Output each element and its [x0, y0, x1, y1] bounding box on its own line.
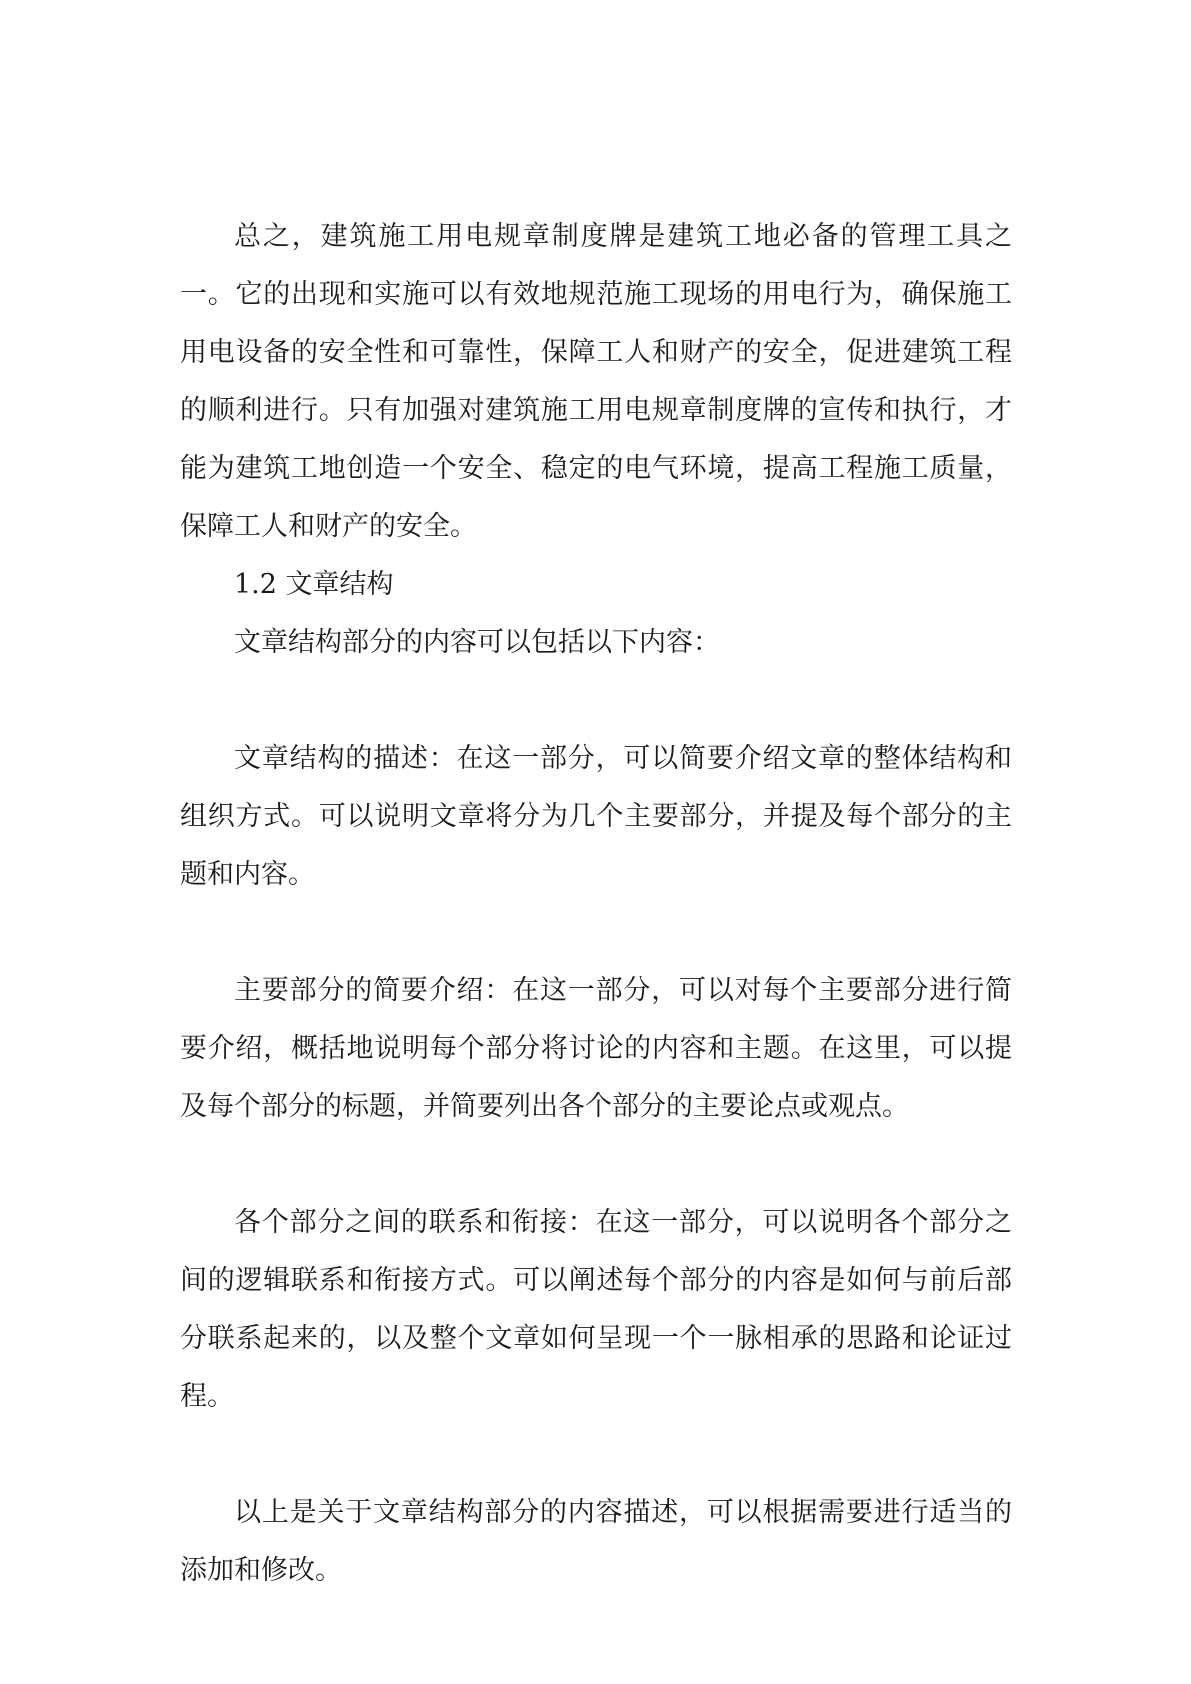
intro-paragraph: 文章结构部分的内容可以包括以下内容：: [234, 627, 720, 658]
item-structure-description: 文章结构的描述：在这一部分，可以简要介绍文章的整体结构和组织方式。可以说明文章将分为几个主要部分，并提及每个部分的主题和内容。: [180, 743, 1012, 890]
item-main-parts-intro: 主要部分的简要介绍：在这一部分，可以对每个主要部分进行简要介绍，概括地说明每个部分将讨论的内容和主题。在这里，可以提及每个部分的标题，并简要列出各个部分的主要论点或观点。: [180, 975, 1012, 1122]
closing-paragraph: 以上是关于文章结构部分的内容描述，可以根据需要进行适当的添加和修改。: [180, 1497, 1012, 1586]
paragraph-spacer: [180, 904, 1012, 962]
paragraph-spacer: [180, 672, 1012, 730]
paragraph-spacer: [180, 1136, 1012, 1194]
summary-paragraph: 总之，建筑施工用电规章制度牌是建筑工地必备的管理工具之一。它的出现和实施可以有效地规范施工现场的用电行为，确保施工用电设备的安全性和可靠性，保障工人和财产的安全，促进建筑工程的顺利进行。只有加强对建筑施工用电规章制度牌的宣传和执行，才能为建筑工地创造一个安全、稳定的电气环境，提高工程施工质量，保障工人和财产的安全。: [180, 221, 1012, 542]
item-connections: 各个部分之间的联系和衔接：在这一部分，可以说明各个部分之间的逻辑联系和衔接方式。可以阐述每个部分的内容是如何与前后部分联系起来的，以及整个文章如何呈现一个一脉相承的思路和论证过程。: [180, 1207, 1012, 1412]
section-heading: 1.2 文章结构: [234, 569, 394, 600]
paragraph-spacer: [180, 1426, 1012, 1484]
document-body: [180, 208, 1012, 1600]
